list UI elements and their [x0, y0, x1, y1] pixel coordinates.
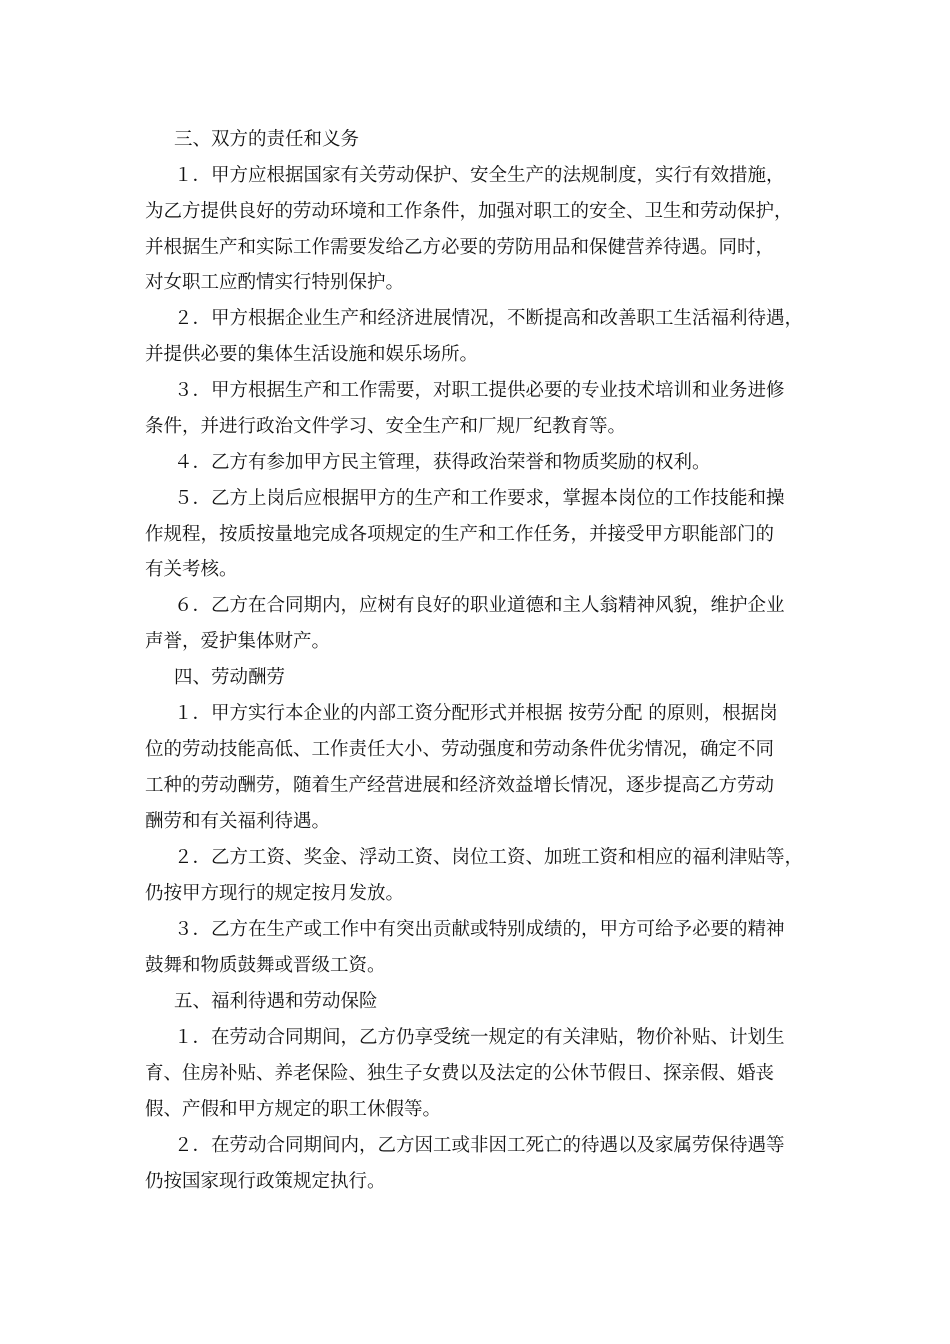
section-heading: 五、福利待遇和劳动保险 [174, 991, 378, 1012]
paragraph-line: 鼓舞和物质鼓舞或晋级工资。 [145, 955, 386, 976]
paragraph-line: 并根据生产和实际工作需要发给乙方必要的劳防用品和保健营养待遇。同时， [145, 237, 775, 258]
section-heading: 三、双方的责任和义务 [174, 129, 360, 150]
paragraph-line: 仍按甲方现行的规定按月发放。 [145, 883, 405, 904]
paragraph-line: 对女职工应酌情实行特别保护。 [145, 272, 405, 293]
section-heading: 四、劳动酬劳 [174, 667, 286, 688]
paragraph-line: ３．甲方根据生产和工作需要，对职工提供必要的专业技术培训和业务进修 [174, 380, 785, 401]
paragraph-line: ２．乙方工资、奖金、浮动工资、岗位工资、加班工资和相应的福利津贴等， [174, 847, 804, 868]
paragraph-line: 条件，并进行政治文件学习、安全生产和厂规厂纪教育等。 [145, 416, 627, 437]
paragraph-line: ６．乙方在合同期内，应树有良好的职业道德和主人翁精神风貌，维护企业 [174, 595, 785, 616]
paragraph-line: ４．乙方有参加甲方民主管理，获得政治荣誉和物质奖励的权利。 [174, 452, 711, 473]
paragraph-line: 工种的劳动酬劳，随着生产经营进展和经济效益增长情况，逐步提高乙方劳动 [145, 775, 775, 796]
paragraph-line: ２．在劳动合同期间内，乙方因工或非因工死亡的待遇以及家属劳保待遇等 [174, 1135, 785, 1156]
paragraph-line: 假、产假和甲方规定的职工休假等。 [145, 1099, 442, 1120]
paragraph-line: 酬劳和有关福利待遇。 [145, 811, 331, 832]
paragraph-line: 仍按国家现行政策规定执行。 [145, 1171, 386, 1192]
paragraph-line: 并提供必要的集体生活设施和娱乐场所。 [145, 344, 479, 365]
paragraph-line: 为乙方提供良好的劳动环境和工作条件，加强对职工的安全、卫生和劳动保护， [145, 201, 793, 222]
paragraph-line: 位的劳动技能高低、工作责任大小、劳动强度和劳动条件优劣情况，确定不同 [145, 739, 775, 760]
paragraph-line: １．甲方实行本企业的内部工资分配形式并根据 按劳分配 的原则，根据岗 [174, 703, 778, 724]
paragraph-line: ５．乙方上岗后应根据甲方的生产和工作要求，掌握本岗位的工作技能和操 [174, 488, 785, 509]
paragraph-line: ３．乙方在生产或工作中有突出贡献或特别成绩的，甲方可给予必要的精神 [174, 919, 785, 940]
paragraph-line: 声誉，爱护集体财产。 [145, 631, 331, 652]
paragraph-line: ２．甲方根据企业生产和经济进展情况，不断提高和改善职工生活福利待遇， [174, 308, 804, 329]
paragraph-line: １．甲方应根据国家有关劳动保护、安全生产的法规制度，实行有效措施， [174, 165, 785, 186]
paragraph-line: １．在劳动合同期间，乙方仍享受统一规定的有关津贴，物价补贴、计划生 [174, 1027, 785, 1048]
paragraph-line: 作规程，按质按量地完成各项规定的生产和工作任务，并接受甲方职能部门的 [145, 524, 775, 545]
paragraph-line: 育、住房补贴、养老保险、独生子女费以及法定的公休节假日、探亲假、婚丧 [145, 1063, 775, 1084]
paragraph-line: 有关考核。 [145, 559, 238, 580]
